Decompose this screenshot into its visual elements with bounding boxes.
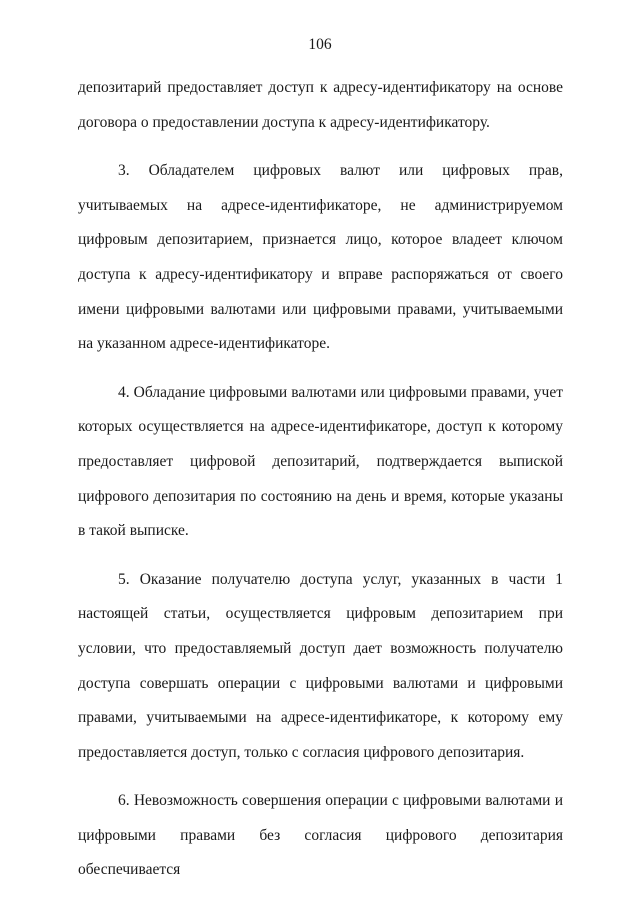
paragraph-3: 3. Обладателем цифровых валют или цифровых прав, учитываемых на адресе-идентификаторе, не администрируемом цифровым депозитарием, признается лицо, которое владеет ключом доступа к адресу-идентификатору и вправе распоряжаться от своего имени цифровыми валютами или цифровыми правами, учитываемыми на указанном адресе-идентификаторе.: [78, 162, 563, 353]
paragraph-continuation: депозитарий предоставляет доступ к адресу-идентификатору на основе договора о предоставлении доступа к адресу-идентификатору.: [78, 79, 563, 131]
page-number: 106: [308, 36, 332, 53]
paragraph-6: 6. Невозможность совершения операции с цифровыми валютами и цифровыми правами без согласия цифрового депозитария обеспечивается: [78, 792, 563, 879]
document-body: [78, 71, 563, 888]
paragraph-4: 4. Обладание цифровыми валютами или цифровыми правами, учет которых осуществляется на адресе-идентификаторе, доступ к которому предоставляет цифровой депозитарий, подтверждается выпиской цифрового депозитария по состоянию на день и время, которые указаны в такой выписке.: [78, 383, 563, 540]
paragraph-5: 5. Оказание получателю доступа услуг, указанных в части 1 настоящей статьи, осуществляется цифровым депозитарием при условии, что предоставляемый доступ дает возможность получателю доступа совершать операции с цифровыми валютами и цифровыми правами, учитываемыми на адресе-идентификаторе, к которому ему предоставляется доступ, только с согласия цифрового депозитария.: [78, 570, 563, 761]
